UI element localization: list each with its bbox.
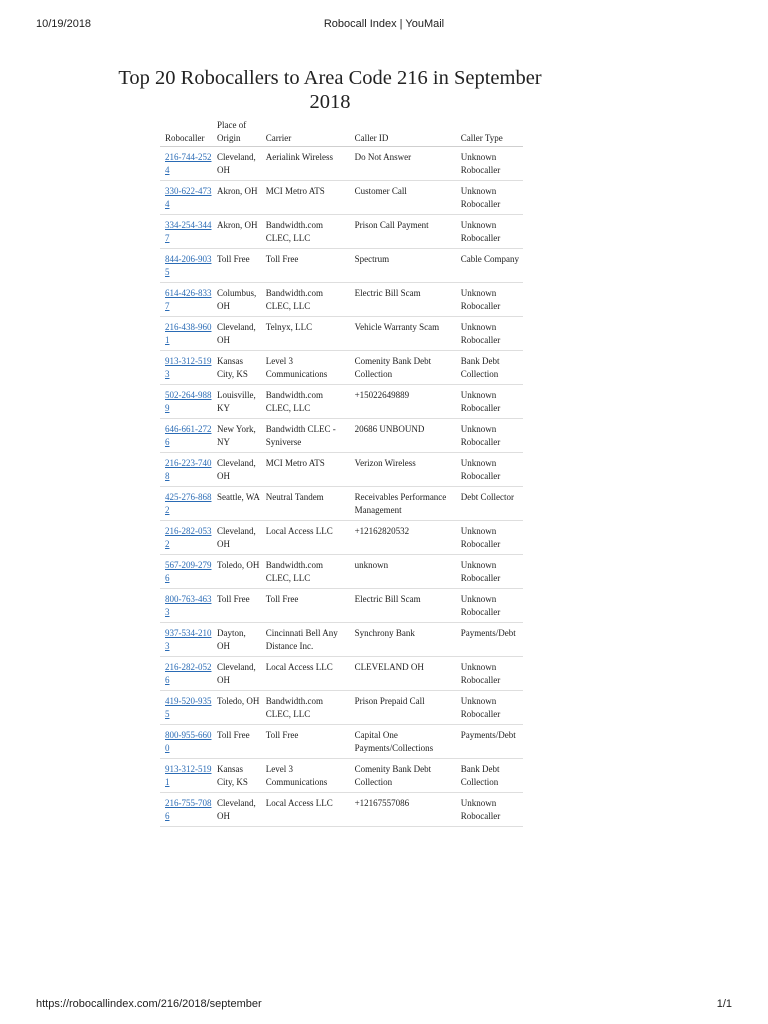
robocaller-table bbox=[160, 117, 523, 827]
phone-number-link[interactable]: 800-955-6600 bbox=[165, 730, 212, 753]
table-row bbox=[160, 147, 523, 181]
page-number: 1/1 bbox=[716, 998, 732, 1010]
caller-id-cell: 20686 UNBOUND bbox=[350, 419, 456, 453]
carrier-cell: Bandwidth.com CLEC, LLC bbox=[261, 385, 350, 419]
table-row bbox=[160, 487, 523, 521]
place-of-origin-cell: Louisville, KY bbox=[212, 385, 261, 419]
place-of-origin-cell: Toll Free bbox=[212, 725, 261, 759]
caller-id-cell: Verizon Wireless bbox=[350, 453, 456, 487]
caller-id-cell: Prison Prepaid Call bbox=[350, 691, 456, 725]
phone-number-link[interactable]: 216-438-9601 bbox=[165, 322, 212, 345]
robocaller-cell bbox=[160, 759, 212, 793]
carrier-cell: MCI Metro ATS bbox=[261, 453, 350, 487]
place-of-origin-cell: Seattle, WA bbox=[212, 487, 261, 521]
table-row bbox=[160, 283, 523, 317]
phone-number-link[interactable]: 216-223-7408 bbox=[165, 458, 212, 481]
column-header-robocaller: Robocaller bbox=[160, 117, 212, 147]
table-row bbox=[160, 657, 523, 691]
robocaller-cell bbox=[160, 521, 212, 555]
phone-number-link[interactable]: 937-534-2103 bbox=[165, 628, 212, 651]
carrier-cell: Telnyx, LLC bbox=[261, 317, 350, 351]
caller-id-cell: +15022649889 bbox=[350, 385, 456, 419]
carrier-cell: Neutral Tandem bbox=[261, 487, 350, 521]
column-header-carrier: Carrier bbox=[261, 117, 350, 147]
table-row bbox=[160, 793, 523, 827]
robocaller-cell bbox=[160, 351, 212, 385]
page-title: Top 20 Robocallers to Area Code 216 in September 2018 bbox=[118, 67, 542, 113]
caller-id-cell: Comenity Bank Debt Collection bbox=[350, 351, 456, 385]
caller-id-cell: Comenity Bank Debt Collection bbox=[350, 759, 456, 793]
phone-number-link[interactable]: 334-254-3447 bbox=[165, 220, 212, 243]
place-of-origin-cell: Cleveland, OH bbox=[212, 657, 261, 691]
table-row bbox=[160, 759, 523, 793]
print-date: 10/19/2018 bbox=[36, 18, 92, 30]
carrier-cell: Toll Free bbox=[261, 589, 350, 623]
carrier-cell: Local Access LLC bbox=[261, 657, 350, 691]
place-of-origin-cell: Toledo, OH bbox=[212, 691, 261, 725]
caller-id-cell: Spectrum bbox=[350, 249, 456, 283]
phone-number-link[interactable]: 800-763-4633 bbox=[165, 594, 212, 617]
place-of-origin-cell: Toll Free bbox=[212, 249, 261, 283]
print-header bbox=[36, 14, 732, 34]
carrier-cell: Toll Free bbox=[261, 249, 350, 283]
phone-number-link[interactable]: 913-312-5191 bbox=[165, 764, 212, 787]
caller-id-cell: unknown bbox=[350, 555, 456, 589]
caller-type-cell: Unknown Robocaller bbox=[456, 691, 523, 725]
table-row bbox=[160, 317, 523, 351]
caller-id-cell: Vehicle Warranty Scam bbox=[350, 317, 456, 351]
phone-number-link[interactable]: 216-282-0526 bbox=[165, 662, 212, 685]
caller-id-cell: Customer Call bbox=[350, 181, 456, 215]
carrier-cell: Bandwidth.com CLEC, LLC bbox=[261, 691, 350, 725]
caller-type-cell: Unknown Robocaller bbox=[456, 385, 523, 419]
place-of-origin-cell: Akron, OH bbox=[212, 215, 261, 249]
place-of-origin-cell: New York, NY bbox=[212, 419, 261, 453]
place-of-origin-cell: Columbus, OH bbox=[212, 283, 261, 317]
robocaller-cell bbox=[160, 317, 212, 351]
carrier-cell: Cincinnati Bell Any Distance Inc. bbox=[261, 623, 350, 657]
caller-type-cell: Unknown Robocaller bbox=[456, 589, 523, 623]
carrier-cell: Bandwidth.com CLEC, LLC bbox=[261, 283, 350, 317]
column-header-caller-type: Caller Type bbox=[456, 117, 523, 147]
column-header-caller-id: Caller ID bbox=[350, 117, 456, 147]
carrier-cell: Bandwidth CLEC - Syniverse bbox=[261, 419, 350, 453]
phone-number-link[interactable]: 614-426-8337 bbox=[165, 288, 212, 311]
robocaller-cell bbox=[160, 249, 212, 283]
caller-id-cell: Receivables Performance Management bbox=[350, 487, 456, 521]
table-row bbox=[160, 181, 523, 215]
phone-number-link[interactable]: 567-209-2796 bbox=[165, 560, 212, 583]
print-url: https://robocallindex.com/216/2018/september bbox=[36, 998, 262, 1010]
carrier-cell: Local Access LLC bbox=[261, 793, 350, 827]
caller-type-cell: Unknown Robocaller bbox=[456, 657, 523, 691]
table-row bbox=[160, 521, 523, 555]
caller-type-cell: Debt Collector bbox=[456, 487, 523, 521]
place-of-origin-cell: Kansas City, KS bbox=[212, 351, 261, 385]
caller-type-cell: Unknown Robocaller bbox=[456, 283, 523, 317]
caller-type-cell: Unknown Robocaller bbox=[456, 215, 523, 249]
caller-type-cell: Unknown Robocaller bbox=[456, 419, 523, 453]
caller-type-cell: Payments/Debt bbox=[456, 725, 523, 759]
phone-number-link[interactable]: 913-312-5193 bbox=[165, 356, 212, 379]
robocaller-cell bbox=[160, 691, 212, 725]
place-of-origin-cell: Toledo, OH bbox=[212, 555, 261, 589]
robocaller-cell bbox=[160, 419, 212, 453]
place-of-origin-cell: Akron, OH bbox=[212, 181, 261, 215]
place-of-origin-cell: Kansas City, KS bbox=[212, 759, 261, 793]
phone-number-link[interactable]: 419-520-9355 bbox=[165, 696, 212, 719]
caller-id-cell: Electric Bill Scam bbox=[350, 283, 456, 317]
caller-type-cell: Cable Company bbox=[456, 249, 523, 283]
phone-number-link[interactable]: 425-276-8682 bbox=[165, 492, 212, 515]
table-row bbox=[160, 555, 523, 589]
robocaller-cell bbox=[160, 181, 212, 215]
print-page-title: Robocall Index | YouMail bbox=[323, 18, 445, 30]
table-row bbox=[160, 725, 523, 759]
table-row bbox=[160, 351, 523, 385]
robocaller-cell bbox=[160, 487, 212, 521]
carrier-cell: Aerialink Wireless bbox=[261, 147, 350, 181]
table-row bbox=[160, 385, 523, 419]
phone-number-link[interactable]: 844-206-9035 bbox=[165, 254, 212, 277]
caller-id-cell: +12167557086 bbox=[350, 793, 456, 827]
robocaller-cell bbox=[160, 793, 212, 827]
caller-id-cell: Synchrony Bank bbox=[350, 623, 456, 657]
caller-id-cell: CLEVELAND OH bbox=[350, 657, 456, 691]
robocaller-cell bbox=[160, 385, 212, 419]
place-of-origin-cell: Cleveland, OH bbox=[212, 317, 261, 351]
table-row bbox=[160, 691, 523, 725]
robocaller-cell bbox=[160, 589, 212, 623]
caller-type-cell: Unknown Robocaller bbox=[456, 181, 523, 215]
caller-type-cell: Bank Debt Collection bbox=[456, 759, 523, 793]
place-of-origin-cell: Cleveland, OH bbox=[212, 453, 261, 487]
place-of-origin-cell: Cleveland, OH bbox=[212, 521, 261, 555]
carrier-cell: Bandwidth.com CLEC, LLC bbox=[261, 215, 350, 249]
table-row bbox=[160, 453, 523, 487]
table-row bbox=[160, 419, 523, 453]
robocaller-cell bbox=[160, 725, 212, 759]
phone-number-link[interactable]: 216-744-2524 bbox=[165, 152, 212, 175]
carrier-cell: Bandwidth.com CLEC, LLC bbox=[261, 555, 350, 589]
place-of-origin-cell: Dayton, OH bbox=[212, 623, 261, 657]
phone-number-link[interactable]: 216-755-7086 bbox=[165, 798, 212, 821]
robocaller-cell bbox=[160, 283, 212, 317]
column-header-place-of-origin: Place of Origin bbox=[212, 117, 261, 147]
caller-type-cell: Bank Debt Collection bbox=[456, 351, 523, 385]
carrier-cell: Toll Free bbox=[261, 725, 350, 759]
caller-id-cell: Electric Bill Scam bbox=[350, 589, 456, 623]
carrier-cell: MCI Metro ATS bbox=[261, 181, 350, 215]
caller-type-cell: Unknown Robocaller bbox=[456, 453, 523, 487]
print-footer bbox=[36, 994, 732, 1010]
carrier-cell: Level 3 Communications bbox=[261, 759, 350, 793]
place-of-origin-cell: Toll Free bbox=[212, 589, 261, 623]
robocaller-cell bbox=[160, 453, 212, 487]
robocaller-cell bbox=[160, 215, 212, 249]
caller-id-cell: +12162820532 bbox=[350, 521, 456, 555]
table-header-row bbox=[160, 117, 523, 147]
place-of-origin-cell: Cleveland, OH bbox=[212, 147, 261, 181]
phone-number-link[interactable]: 330-622-4734 bbox=[165, 186, 212, 209]
table-row bbox=[160, 589, 523, 623]
caller-type-cell: Unknown Robocaller bbox=[456, 317, 523, 351]
robocaller-cell bbox=[160, 147, 212, 181]
caller-type-cell: Unknown Robocaller bbox=[456, 555, 523, 589]
place-of-origin-cell: Cleveland, OH bbox=[212, 793, 261, 827]
table-row bbox=[160, 215, 523, 249]
phone-number-link[interactable]: 216-282-0532 bbox=[165, 526, 212, 549]
robocaller-cell bbox=[160, 657, 212, 691]
phone-number-link[interactable]: 646-661-2726 bbox=[165, 424, 212, 447]
caller-id-cell: Do Not Answer bbox=[350, 147, 456, 181]
robocaller-cell bbox=[160, 623, 212, 657]
caller-type-cell: Unknown Robocaller bbox=[456, 147, 523, 181]
caller-type-cell: Unknown Robocaller bbox=[456, 793, 523, 827]
caller-id-cell: Capital One Payments/Collections bbox=[350, 725, 456, 759]
phone-number-link[interactable]: 502-264-9889 bbox=[165, 390, 212, 413]
caller-type-cell: Unknown Robocaller bbox=[456, 521, 523, 555]
carrier-cell: Local Access LLC bbox=[261, 521, 350, 555]
caller-id-cell: Prison Call Payment bbox=[350, 215, 456, 249]
carrier-cell: Level 3 Communications bbox=[261, 351, 350, 385]
robocaller-cell bbox=[160, 555, 212, 589]
caller-type-cell: Payments/Debt bbox=[456, 623, 523, 657]
table-row bbox=[160, 623, 523, 657]
table-row bbox=[160, 249, 523, 283]
